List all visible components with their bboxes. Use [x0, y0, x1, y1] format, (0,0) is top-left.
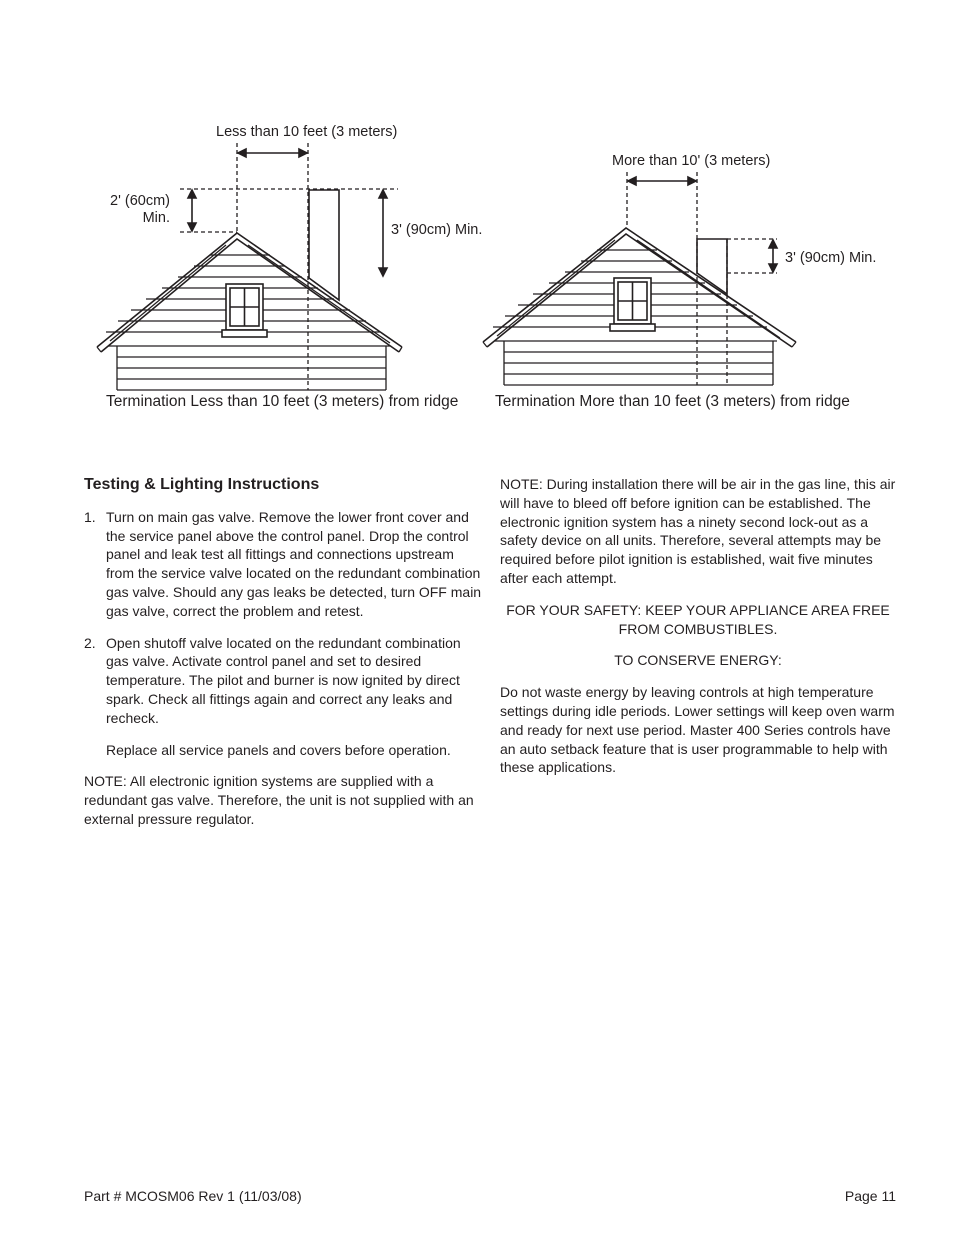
left-pipe-height-label: 3' (90cm) Min. [391, 222, 483, 238]
left-text-column [84, 476, 484, 842]
left-vertical-min-label-line1: 2' (60cm) [110, 193, 170, 209]
instruction-item-2 [84, 634, 484, 728]
footer-part-number: Part # MCOSM06 Rev 1 (11/03/08) [84, 1188, 302, 1204]
conserve-energy-heading: TO CONSERVE ENERGY: [614, 652, 782, 669]
conserve-energy-text: Do not waste energy by leaving controls at high temperature settings during idle periods. Lower settings will keep oven warm and ready for next use period. Master 400 Series controls have an auto setback feature that is user programmable to help with these applications. [500, 684, 895, 776]
left-diagram-caption: Termination Less than 10 feet (3 meters) from ridge [106, 393, 459, 410]
left-vertical-min-label-line2: Min. [142, 210, 170, 226]
instruction-number-1: 1. [84, 508, 96, 525]
right-pipe-height-label: 3' (90cm) Min. [785, 250, 877, 266]
gas-line-air-note: NOTE: During installation there will be air in the gas line, this air will have to bleed off before ignition can be established. The electronic ignition system has a ninety second lock-out as a safety device on all units. Therefore, several attempts may be required before pilot ignition is established, wait five minutes after each attempt. [500, 476, 896, 586]
right-horizontal-distance-label: More than 10' (3 meters) [612, 153, 771, 169]
left-horizontal-distance-label: Less than 10 feet (3 meters) [216, 124, 398, 140]
section-heading: Testing & Lighting Instructions [84, 476, 320, 493]
right-text-column [500, 475, 896, 790]
safety-warning: FOR YOUR SAFETY: KEEP YOUR APPLIANCE AREA FREE FROM COMBUSTIBLES. [506, 601, 890, 637]
right-roof-diagram [0, 0, 954, 420]
instruction-number-2: 2. [84, 634, 96, 651]
instruction-text-1: Turn on main gas valve. Remove the lower front cover and the service panel above the control panel. Drop the control panel and leak test all fittings and connections upstream from the service valve located on the redundant combination gas valve. Should any gas leaks be detected, turn OFF main gas valve, correct the problem and retest. [106, 508, 482, 619]
right-house-window [610, 278, 655, 331]
footer-page-number: Page 11 [844, 1188, 896, 1204]
instruction-text-2: Open shutoff valve located on the redundant combination gas valve. Activate control panel and set to desired temperature. The pilot and burner is now ignited by direct spark. Check all fittings again and correct any leaks and recheck. [106, 634, 461, 726]
pressure-regulator-note: NOTE: All electronic ignition systems are supplied with a redundant gas valve. Therefore, the unit is not supplied with an external pressure regulator. [84, 773, 474, 827]
replace-panels-note: Replace all service panels and covers before operation. [106, 741, 451, 758]
instruction-item-1 [84, 508, 484, 621]
right-diagram-caption: Termination More than 10 feet (3 meters) from ridge [495, 393, 850, 410]
